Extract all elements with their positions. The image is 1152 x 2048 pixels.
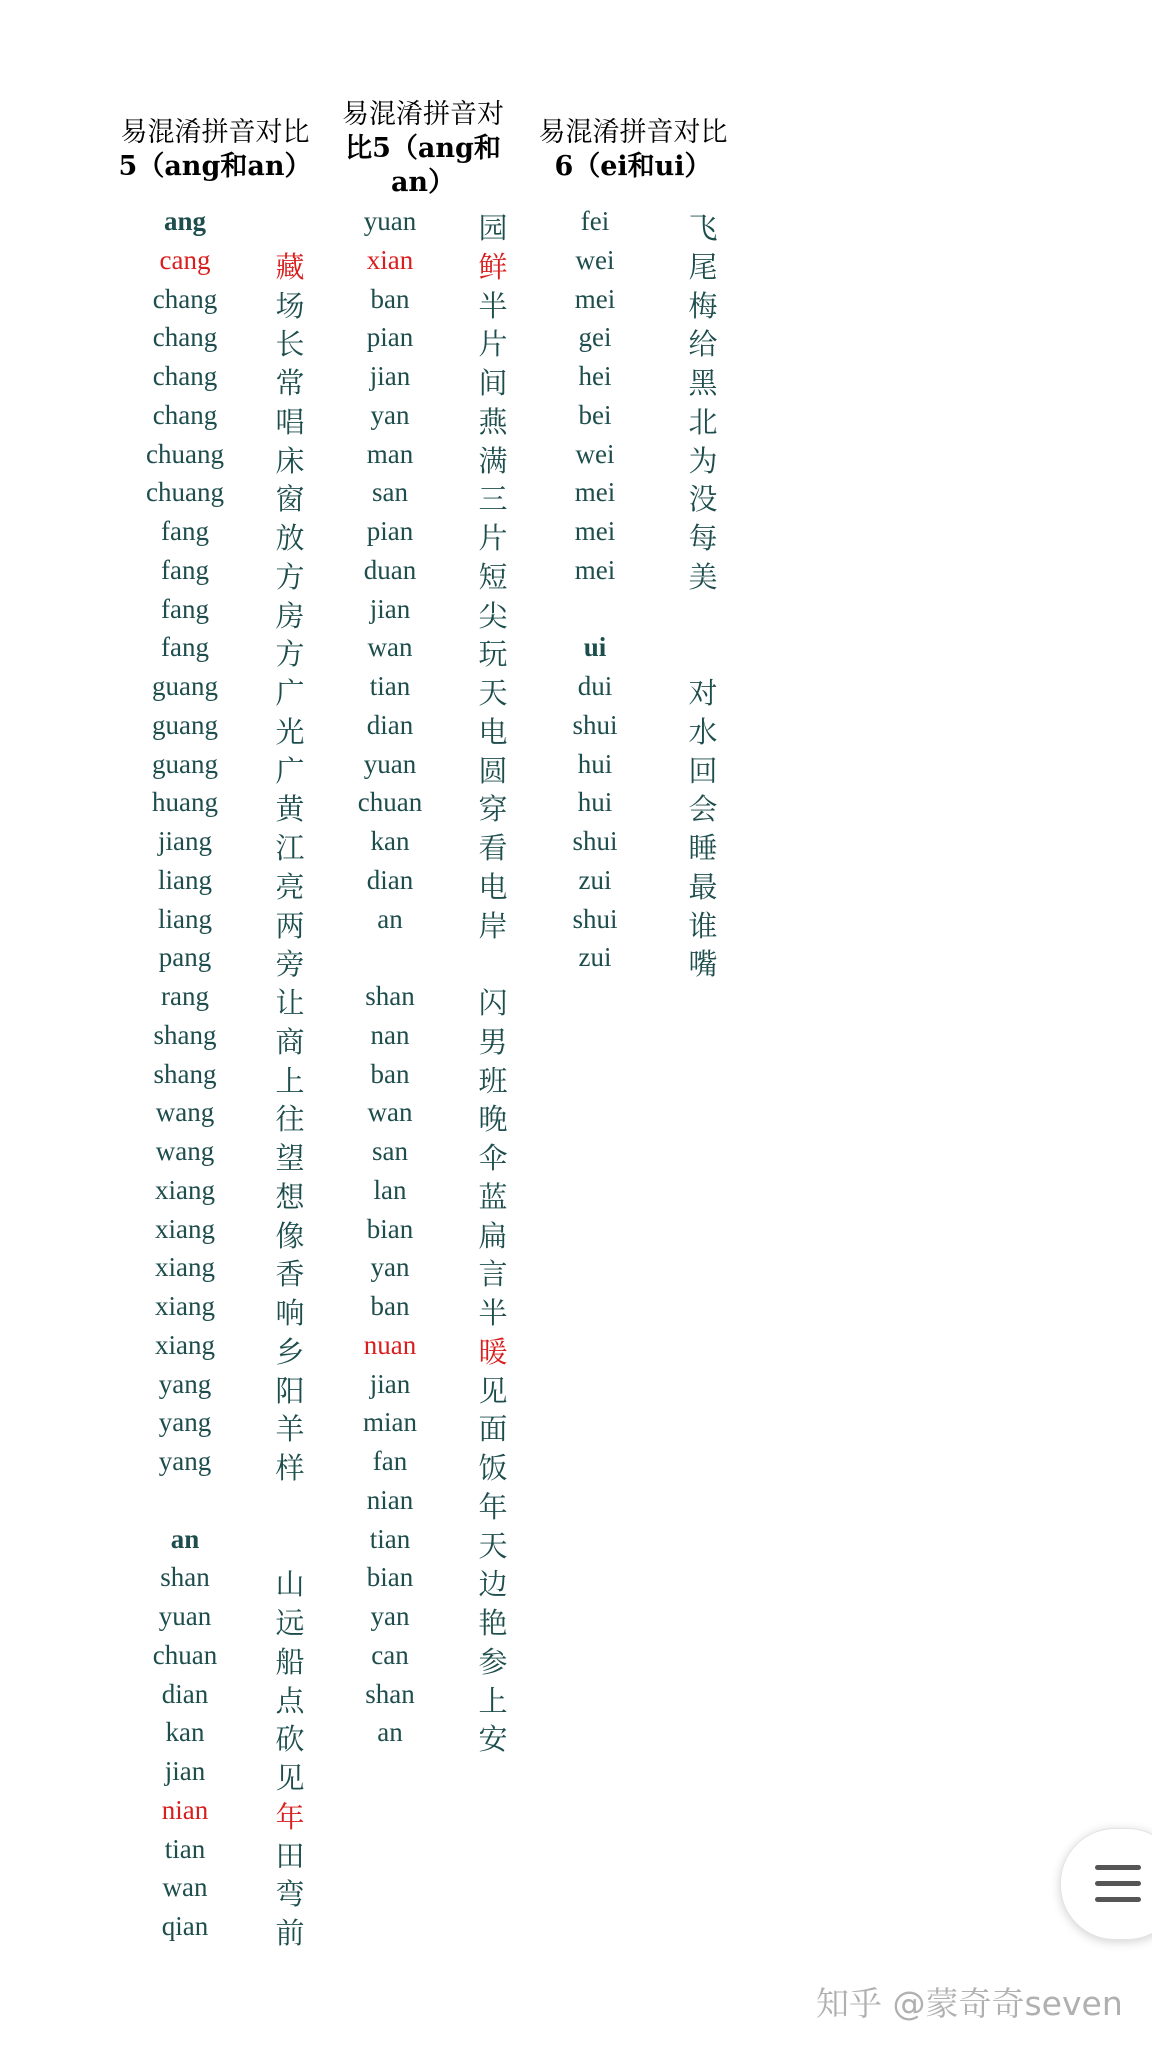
hanzi: 上: [478, 1683, 508, 1718]
pinyin: huang: [152, 787, 218, 818]
floating-menu-button[interactable]: [1060, 1828, 1152, 1940]
hanzi: 玩: [478, 637, 508, 672]
pinyin: wan: [367, 1097, 413, 1128]
pinyin: san: [372, 1136, 408, 1166]
pinyin: mei: [574, 554, 616, 585]
hanzi: 想: [275, 1179, 305, 1214]
column-3-title: [525, 116, 741, 184]
hanzi: 饭: [478, 1451, 508, 1485]
hanzi: 响: [275, 1296, 305, 1330]
hanzi: 电: [478, 714, 508, 749]
pinyin: yang: [158, 1446, 212, 1476]
hanzi: 短: [478, 559, 508, 594]
hanzi: 水: [688, 714, 718, 749]
hanzi: 每: [688, 521, 718, 555]
hanzi: 放: [275, 521, 305, 555]
hanzi: 香: [275, 1257, 305, 1292]
pinyin: zui: [578, 942, 612, 973]
hanzi: 给: [688, 327, 718, 362]
hanzi: 广: [275, 753, 305, 788]
pinyin: shang: [153, 1058, 217, 1089]
pinyin: xiang: [155, 1252, 215, 1283]
pinyin: wei: [575, 244, 615, 275]
pinyin: shan: [160, 1562, 210, 1593]
hanzi: 鲜: [478, 249, 508, 284]
pinyin: pian: [366, 516, 414, 546]
hanzi: 言: [478, 1257, 508, 1292]
pinyin: chuang: [146, 438, 224, 469]
pinyin: duan: [363, 554, 417, 585]
pinyin: shui: [572, 709, 618, 740]
pinyin: qian: [161, 1911, 209, 1941]
pinyin: xiang: [155, 1174, 215, 1205]
hanzi: 半: [478, 1296, 508, 1330]
pinyin: liang: [158, 903, 212, 934]
pinyin: san: [372, 477, 408, 508]
pinyin: dian: [366, 709, 414, 740]
pinyin: chang: [152, 283, 218, 314]
pinyin: nan: [370, 1019, 410, 1050]
column-1-title-line2: 5（ang和an）: [118, 151, 312, 182]
hanzi: 让: [275, 986, 305, 1020]
column-3-title-line2: 6（ei和ui）: [554, 151, 712, 182]
hanzi: 两: [275, 908, 305, 943]
hanzi: 船: [275, 1644, 305, 1679]
hanzi: 男: [478, 1024, 508, 1059]
column-2-title-line1: 易混淆拼音对: [342, 99, 504, 130]
hanzi: 望: [275, 1141, 305, 1175]
hanzi: 天: [478, 1528, 508, 1563]
pinyin: fan: [372, 1446, 408, 1476]
pinyin: yuan: [363, 206, 417, 236]
hanzi: 年: [275, 1799, 305, 1834]
pinyin: yuan: [363, 748, 417, 779]
zhihu-watermark: 知乎 @蒙奇奇seven: [816, 1984, 1123, 2023]
pinyin: chang: [152, 322, 218, 353]
hanzi: 藏: [275, 249, 305, 284]
hanzi: 窗: [275, 482, 305, 517]
section-label: ang: [163, 206, 207, 236]
hanzi: 亮: [275, 869, 305, 904]
pinyin: wan: [367, 632, 413, 663]
hanzi: 面: [478, 1412, 508, 1447]
pinyin: mei: [574, 516, 616, 546]
pinyin: tian: [369, 671, 411, 701]
hanzi: 点: [275, 1683, 305, 1718]
pinyin: dui: [577, 671, 613, 701]
pinyin: shui: [572, 826, 618, 856]
hanzi: 样: [275, 1451, 305, 1485]
pinyin: ban: [370, 1058, 410, 1089]
pinyin: mian: [363, 1407, 417, 1438]
section-label: an: [170, 1523, 200, 1554]
pinyin: dian: [366, 864, 414, 895]
hanzi: 边: [478, 1567, 508, 1602]
hanzi: 长: [275, 327, 305, 362]
pinyin: chang: [152, 399, 218, 430]
pinyin: chang: [152, 361, 218, 391]
pinyin: wang: [155, 1097, 215, 1128]
pinyin: mei: [574, 283, 616, 314]
hanzi: 没: [688, 482, 718, 517]
pinyin: shui: [572, 903, 618, 934]
hanzi: 江: [275, 831, 305, 865]
hanzi: 为: [688, 443, 718, 478]
pinyin: shan: [365, 981, 415, 1011]
pinyin: bian: [366, 1213, 414, 1244]
hanzi: 前: [275, 1916, 305, 1950]
pinyin: jian: [369, 361, 411, 391]
pinyin: dian: [161, 1678, 209, 1709]
pinyin: wan: [162, 1872, 208, 1903]
pinyin: fei: [580, 206, 610, 236]
pinyin: xiang: [155, 1213, 215, 1244]
hanzi: 圆: [478, 753, 508, 788]
hanzi: 房: [275, 598, 305, 633]
hanzi: 见: [275, 1761, 305, 1795]
hanzi: 山: [275, 1567, 305, 1602]
hanzi: 光: [275, 714, 305, 749]
hanzi: 暖: [478, 1334, 508, 1369]
hanzi: 唱: [275, 404, 305, 439]
hanzi: 美: [688, 559, 718, 594]
hanzi: 商: [275, 1024, 305, 1059]
pinyin: ban: [370, 283, 410, 314]
pinyin: xiang: [155, 1329, 215, 1360]
hanzi: 尖: [478, 598, 508, 633]
hanzi: 飞: [688, 211, 718, 245]
pinyin: guang: [152, 709, 218, 740]
pinyin: an: [377, 903, 403, 934]
pinyin: cang: [159, 244, 211, 275]
pinyin: nian: [366, 1484, 414, 1515]
column-2-title: [330, 98, 516, 200]
pinyin: jiang: [158, 826, 212, 856]
pinyin: can: [371, 1639, 409, 1670]
pinyin: an: [377, 1717, 403, 1748]
hanzi: 嘴: [688, 947, 718, 982]
pinyin: jian: [369, 593, 411, 624]
hanzi: 田: [275, 1838, 305, 1873]
hanzi: 三: [478, 482, 508, 517]
pinyin: mei: [574, 477, 616, 508]
hanzi: 晚: [478, 1102, 508, 1137]
hanzi: 砍: [275, 1722, 305, 1757]
pinyin: shan: [365, 1678, 415, 1709]
pinyin: zui: [578, 864, 612, 895]
pinyin: nuan: [363, 1329, 417, 1360]
hanzi: 对: [688, 676, 718, 710]
pinyin: fang: [161, 516, 209, 546]
hanzi: 闪: [478, 986, 508, 1020]
pinyin: liang: [158, 864, 212, 895]
hanzi: 黄: [275, 792, 305, 827]
hanzi: 天: [478, 676, 508, 710]
pinyin: jian: [369, 1368, 411, 1399]
pinyin: xiang: [155, 1291, 215, 1321]
hanzi: 远: [275, 1606, 305, 1640]
pinyin: pian: [366, 322, 414, 353]
hanzi: 场: [275, 288, 305, 323]
hanzi: 谁: [688, 908, 718, 943]
hanzi: 园: [478, 211, 508, 245]
pinyin: ban: [370, 1291, 410, 1321]
hanzi: 伞: [478, 1141, 508, 1175]
hanzi: 会: [688, 792, 718, 827]
pinyin: yan: [370, 399, 410, 430]
pinyin: nian: [161, 1794, 209, 1825]
pinyin: chuan: [152, 1639, 218, 1670]
pinyin: yuan: [158, 1601, 212, 1631]
pinyin: rang: [161, 981, 209, 1011]
hanzi: 最: [688, 869, 718, 904]
section-label: ui: [583, 632, 607, 663]
pinyin: kan: [370, 826, 410, 856]
hanzi: 艳: [478, 1606, 508, 1640]
hanzi: 片: [478, 327, 508, 362]
pinyin: pang: [158, 942, 212, 973]
hanzi: 间: [478, 366, 508, 400]
hanzi: 扁: [478, 1218, 508, 1253]
hanzi: 穿: [478, 792, 508, 827]
pinyin: yang: [158, 1368, 212, 1399]
column-1-title: [100, 116, 330, 184]
hanzi: 阳: [275, 1373, 305, 1408]
column-1-title-line1: 易混淆拼音对比: [120, 117, 310, 148]
pinyin: tian: [164, 1833, 206, 1864]
hanzi: 回: [688, 753, 718, 788]
hanzi: 岸: [478, 908, 508, 943]
hanzi: 乡: [275, 1334, 305, 1369]
hanzi: 尾: [688, 249, 718, 284]
hanzi: 安: [478, 1722, 508, 1757]
hanzi: 蓝: [478, 1179, 508, 1214]
pinyin: tian: [369, 1523, 411, 1554]
hanzi: 片: [478, 521, 508, 555]
hanzi: 班: [478, 1063, 508, 1098]
pinyin: man: [366, 438, 414, 469]
hanzi: 方: [275, 637, 305, 672]
pinyin: jian: [164, 1756, 206, 1786]
column-2-title-line3: an）: [390, 167, 456, 198]
pinyin: gei: [578, 322, 612, 353]
pinyin: fang: [161, 593, 209, 624]
pinyin: bei: [578, 399, 612, 430]
pinyin: shang: [153, 1019, 217, 1050]
hanzi: 床: [275, 443, 305, 478]
hanzi: 看: [478, 831, 508, 865]
hanzi: 半: [478, 288, 508, 323]
hanzi: 参: [478, 1644, 508, 1679]
pinyin: kan: [165, 1717, 205, 1748]
pinyin: bian: [366, 1562, 414, 1593]
hanzi: 睡: [688, 831, 718, 865]
pinyin: guang: [152, 671, 218, 701]
column-3-title-line1: 易混淆拼音对比: [538, 117, 728, 148]
pinyin: yan: [370, 1252, 410, 1283]
column-2-title-line2: 比5（ang和: [345, 133, 501, 164]
pinyin: fang: [161, 632, 209, 663]
pinyin: hei: [578, 361, 612, 391]
hanzi: 满: [478, 443, 508, 478]
pinyin: lan: [373, 1174, 407, 1205]
pinyin: yang: [158, 1407, 212, 1438]
hanzi: 旁: [275, 947, 305, 982]
hanzi: 上: [275, 1063, 305, 1098]
hanzi: 燕: [478, 404, 508, 439]
hanzi: 广: [275, 676, 305, 710]
hanzi: 黑: [688, 366, 718, 400]
pinyin: xian: [366, 244, 414, 275]
pinyin: fang: [161, 554, 209, 585]
pinyin: wang: [155, 1136, 215, 1166]
hanzi: 常: [275, 366, 305, 400]
hanzi: 电: [478, 869, 508, 904]
hanzi: 见: [478, 1373, 508, 1408]
pinyin: chuang: [146, 477, 224, 508]
hanzi: 梅: [688, 288, 718, 323]
hanzi: 北: [688, 404, 718, 439]
pinyin: guang: [152, 748, 218, 779]
pinyin: yan: [370, 1601, 410, 1631]
hanzi: 年: [478, 1489, 508, 1524]
hanzi: 像: [275, 1218, 305, 1253]
pinyin: hui: [577, 748, 613, 779]
hanzi: 弯: [275, 1877, 305, 1912]
pinyin: chuan: [357, 787, 423, 818]
pinyin: hui: [577, 787, 613, 818]
hanzi: 方: [275, 559, 305, 594]
hanzi: 羊: [275, 1412, 305, 1447]
pinyin: wei: [575, 438, 615, 469]
hanzi: 往: [275, 1102, 305, 1137]
